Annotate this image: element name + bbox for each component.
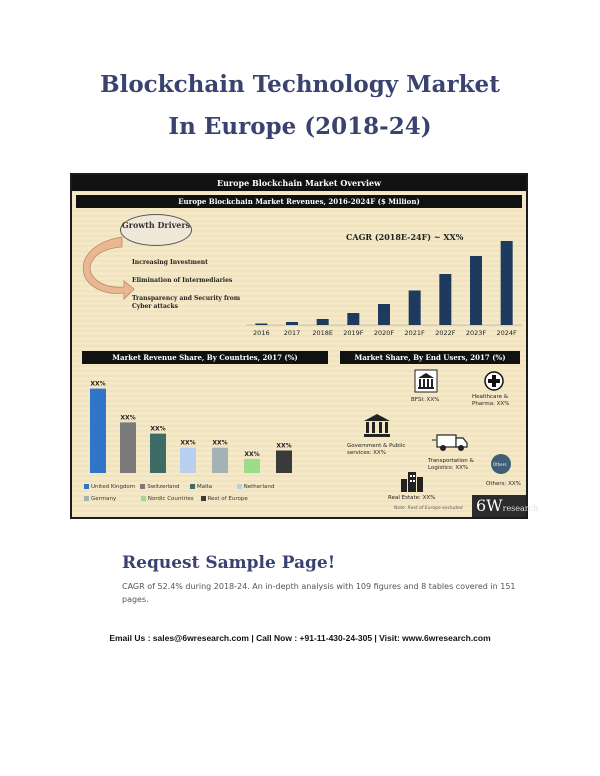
revenue-bar-2017 bbox=[286, 322, 298, 325]
country-bar-rest-of-europe bbox=[276, 451, 292, 474]
country-value-label: XX% bbox=[276, 442, 292, 450]
country-value-label: XX% bbox=[212, 439, 228, 447]
revenues-header: Europe Blockchain Market Revenues, 2016-2024F ($ Million) bbox=[76, 195, 522, 208]
cagr-label: CAGR (2018E-24F) ~ XX% bbox=[346, 232, 464, 242]
curved-arrow-icon bbox=[76, 235, 136, 305]
legend-item-germany: Germany bbox=[84, 496, 116, 502]
revenue-tick-label: 2017 bbox=[283, 329, 301, 337]
revenue-tick-label: 2021F bbox=[404, 329, 425, 337]
legend-item-malta: Malta bbox=[190, 484, 212, 490]
revenue-bar-2022F bbox=[439, 274, 451, 325]
legend-item-nordic: Nordic Countries bbox=[141, 496, 194, 502]
country-legend-row2 bbox=[84, 496, 248, 502]
country-bar-united-kingdom bbox=[90, 389, 106, 473]
contact-line: Email Us : sales@6wresearch.com | Call Now : +91-11-430-24-305 | Visit: www.6wresearch.com bbox=[109, 633, 491, 643]
revenue-bar-2023F bbox=[470, 256, 482, 325]
country-value-label: XX% bbox=[90, 380, 106, 388]
revenue-bar-2018E bbox=[317, 319, 329, 325]
revenue-tick-label: 2019F bbox=[343, 329, 364, 337]
revenue-tick-label: 2016 bbox=[253, 329, 270, 337]
page-title-line2: In Europe (2018-24) bbox=[168, 113, 432, 140]
country-value-label: XX% bbox=[244, 450, 260, 458]
brand-logo: 6Wresearch bbox=[472, 495, 526, 517]
country-bar-germany bbox=[150, 434, 166, 473]
segment-others: Others: XX% bbox=[486, 481, 521, 487]
revenue-tick-label: 2022F bbox=[435, 329, 456, 337]
driver-item: Transparency and Security from Cyber attacks bbox=[132, 295, 241, 310]
country-bar-switzerland bbox=[120, 422, 136, 473]
growth-drivers-bubble: Growth Drivers bbox=[120, 214, 192, 246]
driver-item: Elimination of Intermediaries bbox=[132, 277, 233, 284]
country-legend-row1 bbox=[84, 484, 274, 490]
request-sample-link[interactable]: Request Sample Page! bbox=[122, 553, 336, 573]
country-value-label: XX% bbox=[180, 439, 196, 447]
revenue-tick-label: 2020F bbox=[373, 329, 395, 337]
country-bar-netherland bbox=[244, 459, 260, 473]
revenue-tick-label: 2018E bbox=[312, 329, 333, 337]
revenue-bar-2021F bbox=[409, 291, 421, 326]
revenue-bar-2024F bbox=[501, 241, 513, 325]
segment-transportation: Transportation & Logistics: XX% bbox=[428, 458, 474, 471]
market-infographic bbox=[70, 173, 539, 519]
country-bar-malta bbox=[180, 448, 196, 473]
government-building-icon bbox=[362, 413, 392, 439]
others-badge: Others bbox=[493, 462, 507, 467]
country-value-label: XX% bbox=[150, 425, 166, 433]
revenue-tick-label: 2024F bbox=[496, 329, 517, 337]
country-value-label: XX% bbox=[120, 414, 136, 422]
country-share-bar-chart bbox=[80, 367, 320, 479]
page-title-line1: Blockchain Technology Market bbox=[100, 71, 500, 98]
truck-icon bbox=[436, 431, 468, 453]
revenue-bar-chart bbox=[246, 225, 522, 340]
country-bar-nordic-countries bbox=[212, 448, 228, 473]
overview-header: Europe Blockchain Market Overview bbox=[72, 175, 526, 191]
driver-item: Increasing Investment bbox=[132, 259, 208, 266]
revenue-bar-2020F bbox=[378, 304, 390, 325]
medical-cross-icon bbox=[484, 371, 504, 391]
segment-real-estate: Real Estate: XX% bbox=[388, 495, 436, 501]
bank-icon bbox=[414, 369, 438, 393]
footnote: Note: Rest of Europe excluded bbox=[394, 506, 463, 511]
revenue-bar-2019F bbox=[347, 313, 359, 325]
countries-header: Market Revenue Share, By Countries, 2017 (%) bbox=[82, 351, 328, 364]
segment-bfsi: BFSI: XX% bbox=[411, 397, 440, 403]
segment-healthcare: Healthcare & Pharma: XX% bbox=[472, 394, 510, 407]
legend-item-uk: United Kingdom bbox=[84, 484, 135, 490]
revenue-bar-2016 bbox=[255, 324, 267, 326]
legend-item-netherland: Netherland bbox=[237, 484, 275, 490]
legend-item-rest: Rest of Europe bbox=[201, 496, 248, 502]
revenue-tick-label: 2023F bbox=[465, 329, 487, 337]
segment-government: Government & Public services: XX% bbox=[347, 443, 406, 456]
buildings-icon bbox=[400, 471, 424, 493]
legend-item-switzerland: Switzerland bbox=[140, 484, 179, 490]
end-user-header: Market Share, By End Users, 2017 (%) bbox=[340, 351, 520, 364]
request-description: CAGR of 52.4% during 2018-24. An in-depth analysis with 109 figures and 8 tables covered in 151 pages. bbox=[122, 582, 516, 604]
